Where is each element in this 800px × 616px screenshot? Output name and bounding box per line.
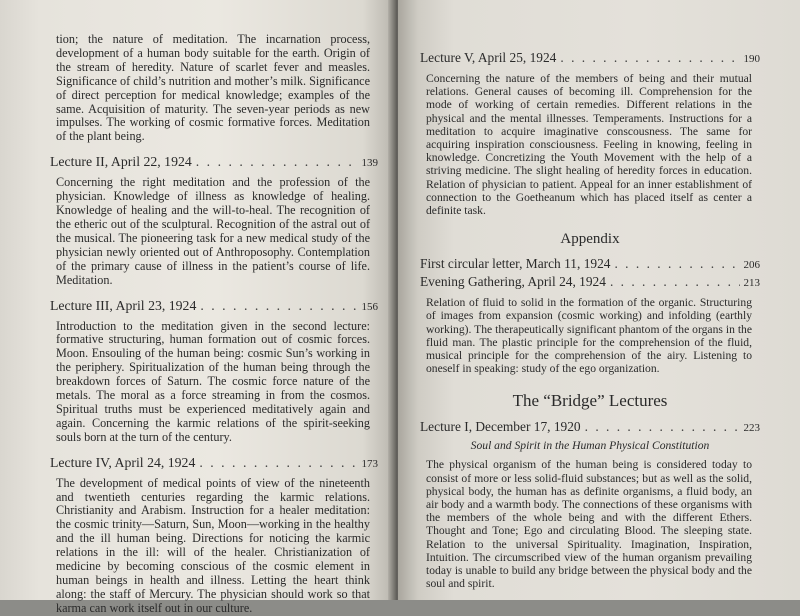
toc-entry-title: Lecture II, April 22, 1924 [50, 154, 192, 170]
right-page [398, 0, 800, 600]
toc-page-number: 213 [743, 277, 760, 290]
bridge-lecture-summary: The physical organism of the human being is considered today to consist of more or less solid-fluid substances; but as well as the solid, physical body, the human has as definite organisms, a fluid body, an air body and a warmth body. The connections of these organisms with the members of the whole being and with the different Ethers. Thought and Tone; Ego and circulating Blood. The sleeping state. Relation to the universal Spirituality. Imagination, Inspiration, Intuition. The circumscribed view of the human organism prevailing today is unable to build any bridge between the physical body and the soul and spirit. [426, 458, 752, 591]
bridge-lectures-heading: The “Bridge” Lectures [512, 391, 668, 411]
toc-entry-evening-gathering [420, 274, 760, 290]
toc-page-number: 156 [361, 300, 378, 313]
intro-paragraph: tion; the nature of meditation. The incarnation process, development of a human body suitable for the earth. Origin of the stream of heredity. Nature of scarlet fever and measles. Significance of child’s nutrition and mother’s milk. Significance of direct perception for medical knowledge; examples of the same. Acquisition of maturity. The seven-year periods as new impulses. The working of cosmic formative forces. Meditation of the plant being. [56, 32, 370, 144]
toc-page-number: 173 [361, 457, 378, 470]
leader-dots [200, 298, 357, 314]
lecture-subtitle: Soul and Spirit in the Human Physical Constitution [470, 439, 710, 453]
toc-entry-title: Lecture I, December 17, 1920 [420, 419, 581, 435]
lecture-4-summary: The development of medical points of view of the nineteenth and twentieth centuries regarding the karmic relations. Christianity and Arabism. Instruction for a healer meditation: the cosmic trinity—Saturn, Sun, Moon—working in the healthy and the ill human being. Directions for noticing the karmic relations in the ill: will of the healer. Christianization of medicine by becoming conscious of the cosmic element in human beings in health and illness. Letting the heart think along: the staff of Mercury. The physician should work so that karma can work itself out in our culture. [56, 475, 370, 615]
leader-dots [196, 154, 358, 170]
toc-page-number: 190 [743, 53, 760, 65]
toc-entry-title: Lecture IV, April 24, 1924 [50, 454, 196, 470]
leader-dots [560, 50, 739, 66]
leader-dots [614, 256, 739, 272]
toc-entry-lecture-4 [50, 455, 378, 471]
left-page [0, 0, 394, 615]
appendix-heading: Appendix [560, 231, 620, 248]
toc-entry-lecture-3 [50, 298, 378, 314]
toc-entry-title: First circular letter, March 11, 1924 [420, 256, 611, 272]
leader-dots [585, 419, 740, 435]
toc-entry-title: Lecture V, April 25, 1924 [420, 50, 557, 65]
lecture-3-summary: Introduction to the meditation given in the second lecture: formative structuring, human formation out of cosmic forces. Moon. Ensouling of the human being: cosmic Sun’s working in the periphery. Spiritualization of the human being through the breakdown forces of Saturn. The cosmic force nature of the metals. The moral as a force streaming in from the cosmos. Spiritual truths must be experienced meditatively again and again. Concerning the karmic relations of the spirit-seeking souls born at the turn of the century. [56, 318, 370, 444]
toc-entry-lecture-2 [50, 154, 378, 170]
toc-entry-title: Evening Gathering, April 24, 1924 [420, 274, 606, 290]
lecture-5-summary: Concerning the nature of the members of being and their mutual relations. General causes of becoming ill. Comprehension for the mode of working of certain remedies. Different relations in the physical and the mental illnesses. Temperaments. Instructions for a meditation to acquire imaginative conscousness. The same for acquiring inspiration consciousness. Feeling in knowing, feeling in knowledge. Concretizing the Youth Movement with the help of a striving medicine. The slight healing of heredity forces in education. Relation of physician to patient. Appeal for an inner establishment of connection to the Goetheanum which has placed itself as center a definite task. [426, 72, 752, 218]
leader-dots [610, 274, 740, 290]
toc-entry-bridge-lecture-1 [420, 419, 760, 435]
lecture-2-summary: Concerning the right meditation and the profession of the physician. Knowledge of illness as knowledge of healing. Knowledge of healing and the will-to-heal. The recognition of the etheric out of the sculptural. Recognition of the astral out of the musical. The pioneering task for a new medical study of the physician newly oriented out of Anthroposophy. Contemplation of the primary cause of illness in the patient’s course of life. Meditation. [56, 175, 370, 287]
toc-entry-title: Lecture III, April 23, 1924 [50, 297, 197, 313]
toc-page-number: 206 [743, 259, 760, 272]
toc-page-number: 139 [361, 157, 378, 170]
toc-entry-circular-letter [420, 256, 760, 272]
leader-dots [199, 455, 357, 471]
appendix-summary: Relation of fluid to solid in the formation of the organic. Structuring of images from expansion (cosmic working) and infolding (earthly working). The therapeutically significant phantom of the organs in the fluid man. The plastic principle for the comprehension of the fluid, musical principle for the comprehension of the airy. Listening to oneself in speaking: study of the ego organization. [426, 296, 752, 376]
toc-entry-lecture-5 [420, 50, 760, 66]
toc-page-number: 223 [743, 422, 760, 435]
